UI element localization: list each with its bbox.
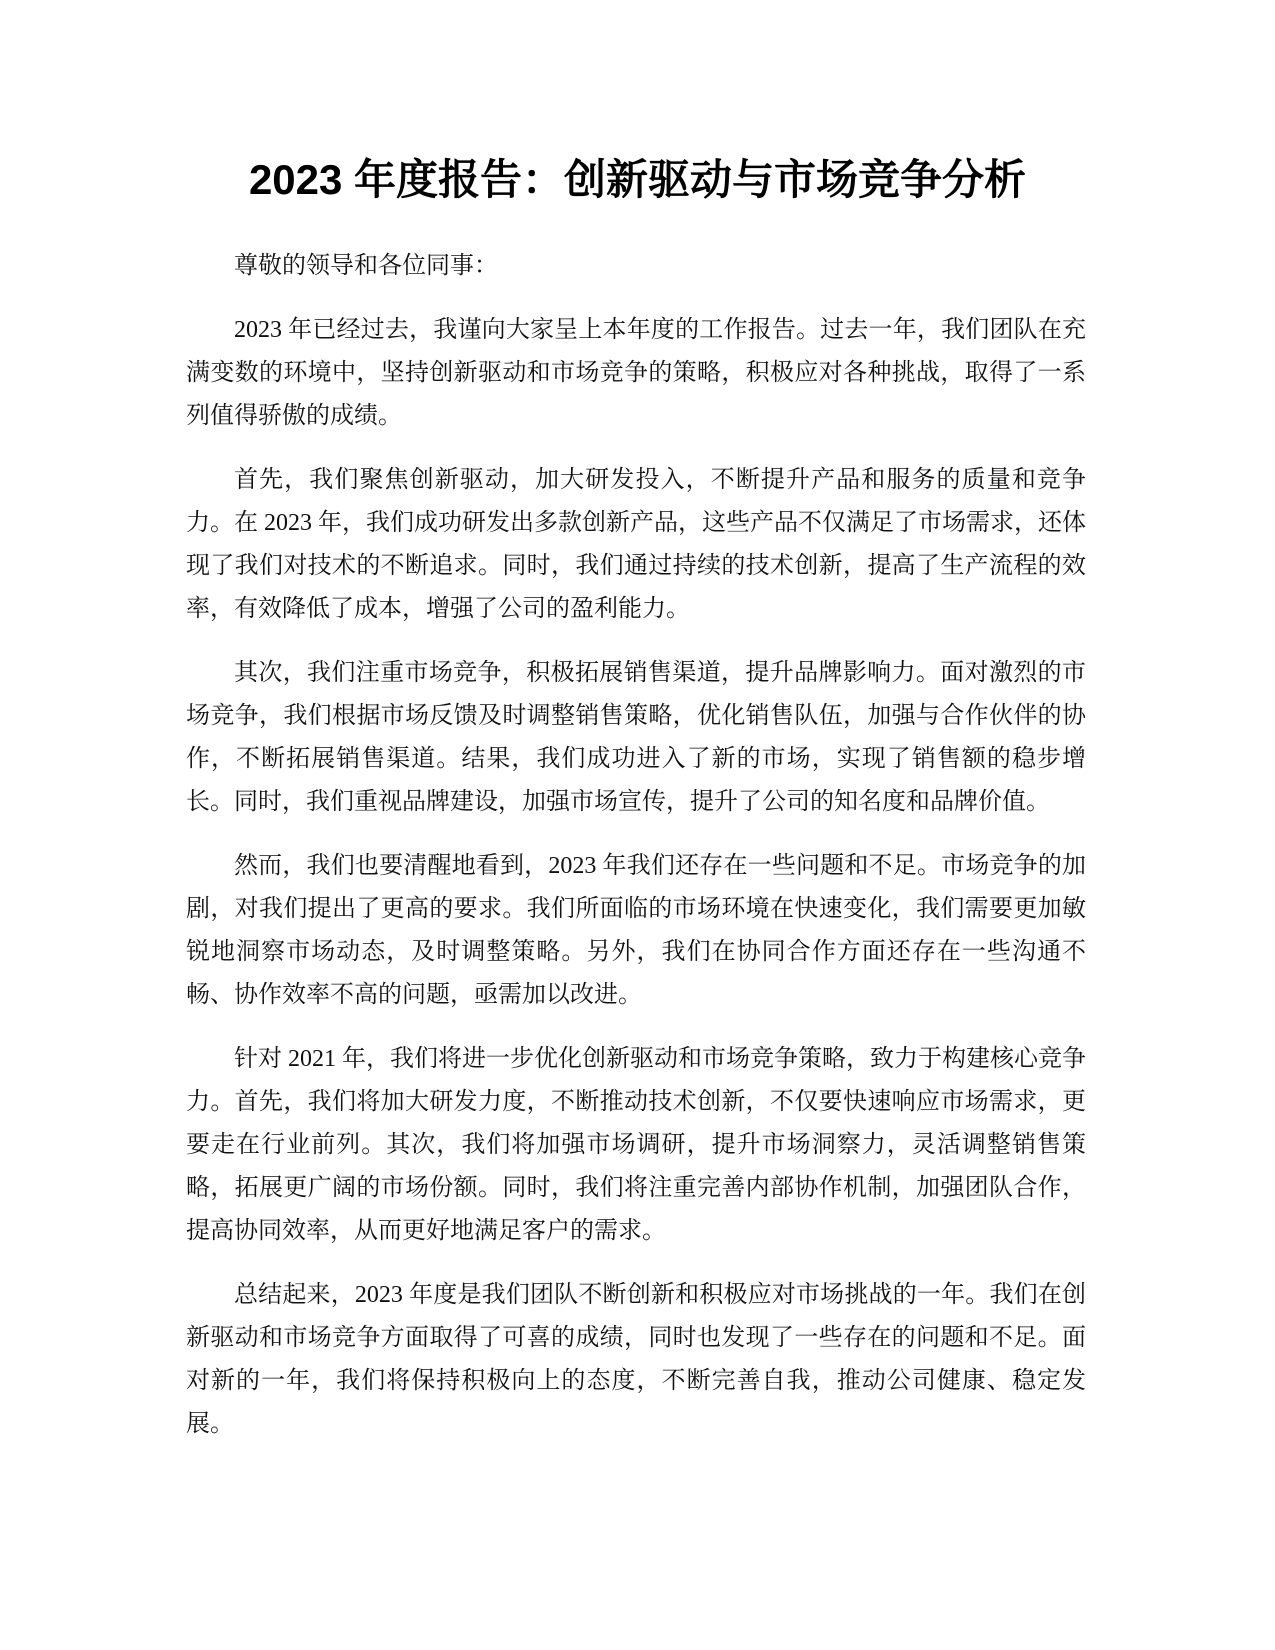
paragraph-market: 其次，我们注重市场竞争，积极拓展销售渠道，提升品牌影响力。面对激烈的市场竞争，我们根据市场反馈及时调整销售策略，优化销售队伍，加强与合作伙伴的协作，不断拓展销售渠道。结果，我们成功进入了新的市场，实现了销售额的稳步增长。同时，我们重视品牌建设，加强市场宣传，提升了公司的知名度和品牌价值。 bbox=[186, 660, 1086, 815]
paragraph-plans: 针对 2021 年，我们将进一步优化创新驱动和市场竞争策略，致力于构建核心竞争力。首先，我们将加大研发力度，不断推动技术创新，不仅要快速响应市场需求，更要走在行业前列。其次，我们将加强市场调研，提升市场洞察力，灵活调整销售策略，拓展更广阔的市场份额。同时，我们将注重完善内部协作机制，加强团队合作，提高协同效率，从而更好地满足客户的需求。 bbox=[186, 1046, 1086, 1244]
paragraph-innovation: 首先，我们聚焦创新驱动，加大研发投入，不断提升产品和服务的质量和竞争力。在 2023 年，我们成功研发出多款创新产品，这些产品不仅满足了市场需求，还体现了我们对技术的不断追求。同时，我们通过持续的技术创新，提高了生产流程的效率，有效降低了成本，增强了公司的盈利能力。 bbox=[186, 467, 1086, 622]
paragraph-intro: 2023 年已经过去，我谨向大家呈上本年度的工作报告。过去一年，我们团队在充满变数的环境中，坚持创新驱动和市场竞争的策略，积极应对各种挑战，取得了一系列值得骄傲的成绩。 bbox=[186, 317, 1086, 429]
document-title: 2023 年度报告：创新驱动与市场竞争分析 bbox=[248, 156, 1027, 203]
greeting: 尊敬的领导和各位同事： bbox=[234, 253, 498, 279]
paragraph-summary: 总结起来，2023 年度是我们团队不断创新和积极应对市场挑战的一年。我们在创新驱动和市场竞争方面取得了可喜的成绩，同时也发现了一些存在的问题和不足。面对新的一年，我们将保持积极向上的态度，不断完善自我，推动公司健康、稳定发展。 bbox=[186, 1282, 1086, 1437]
document-body bbox=[186, 245, 1086, 1467]
paragraph-problems: 然而，我们也要清醒地看到，2023 年我们还存在一些问题和不足。市场竞争的加剧，对我们提出了更高的要求。我们所面临的市场环境在快速变化，我们需要更加敏锐地洞察市场动态，及时调整策略。另外，我们在协同合作方面还存在一些沟通不畅、协作效率不高的问题，亟需加以改进。 bbox=[186, 853, 1086, 1008]
